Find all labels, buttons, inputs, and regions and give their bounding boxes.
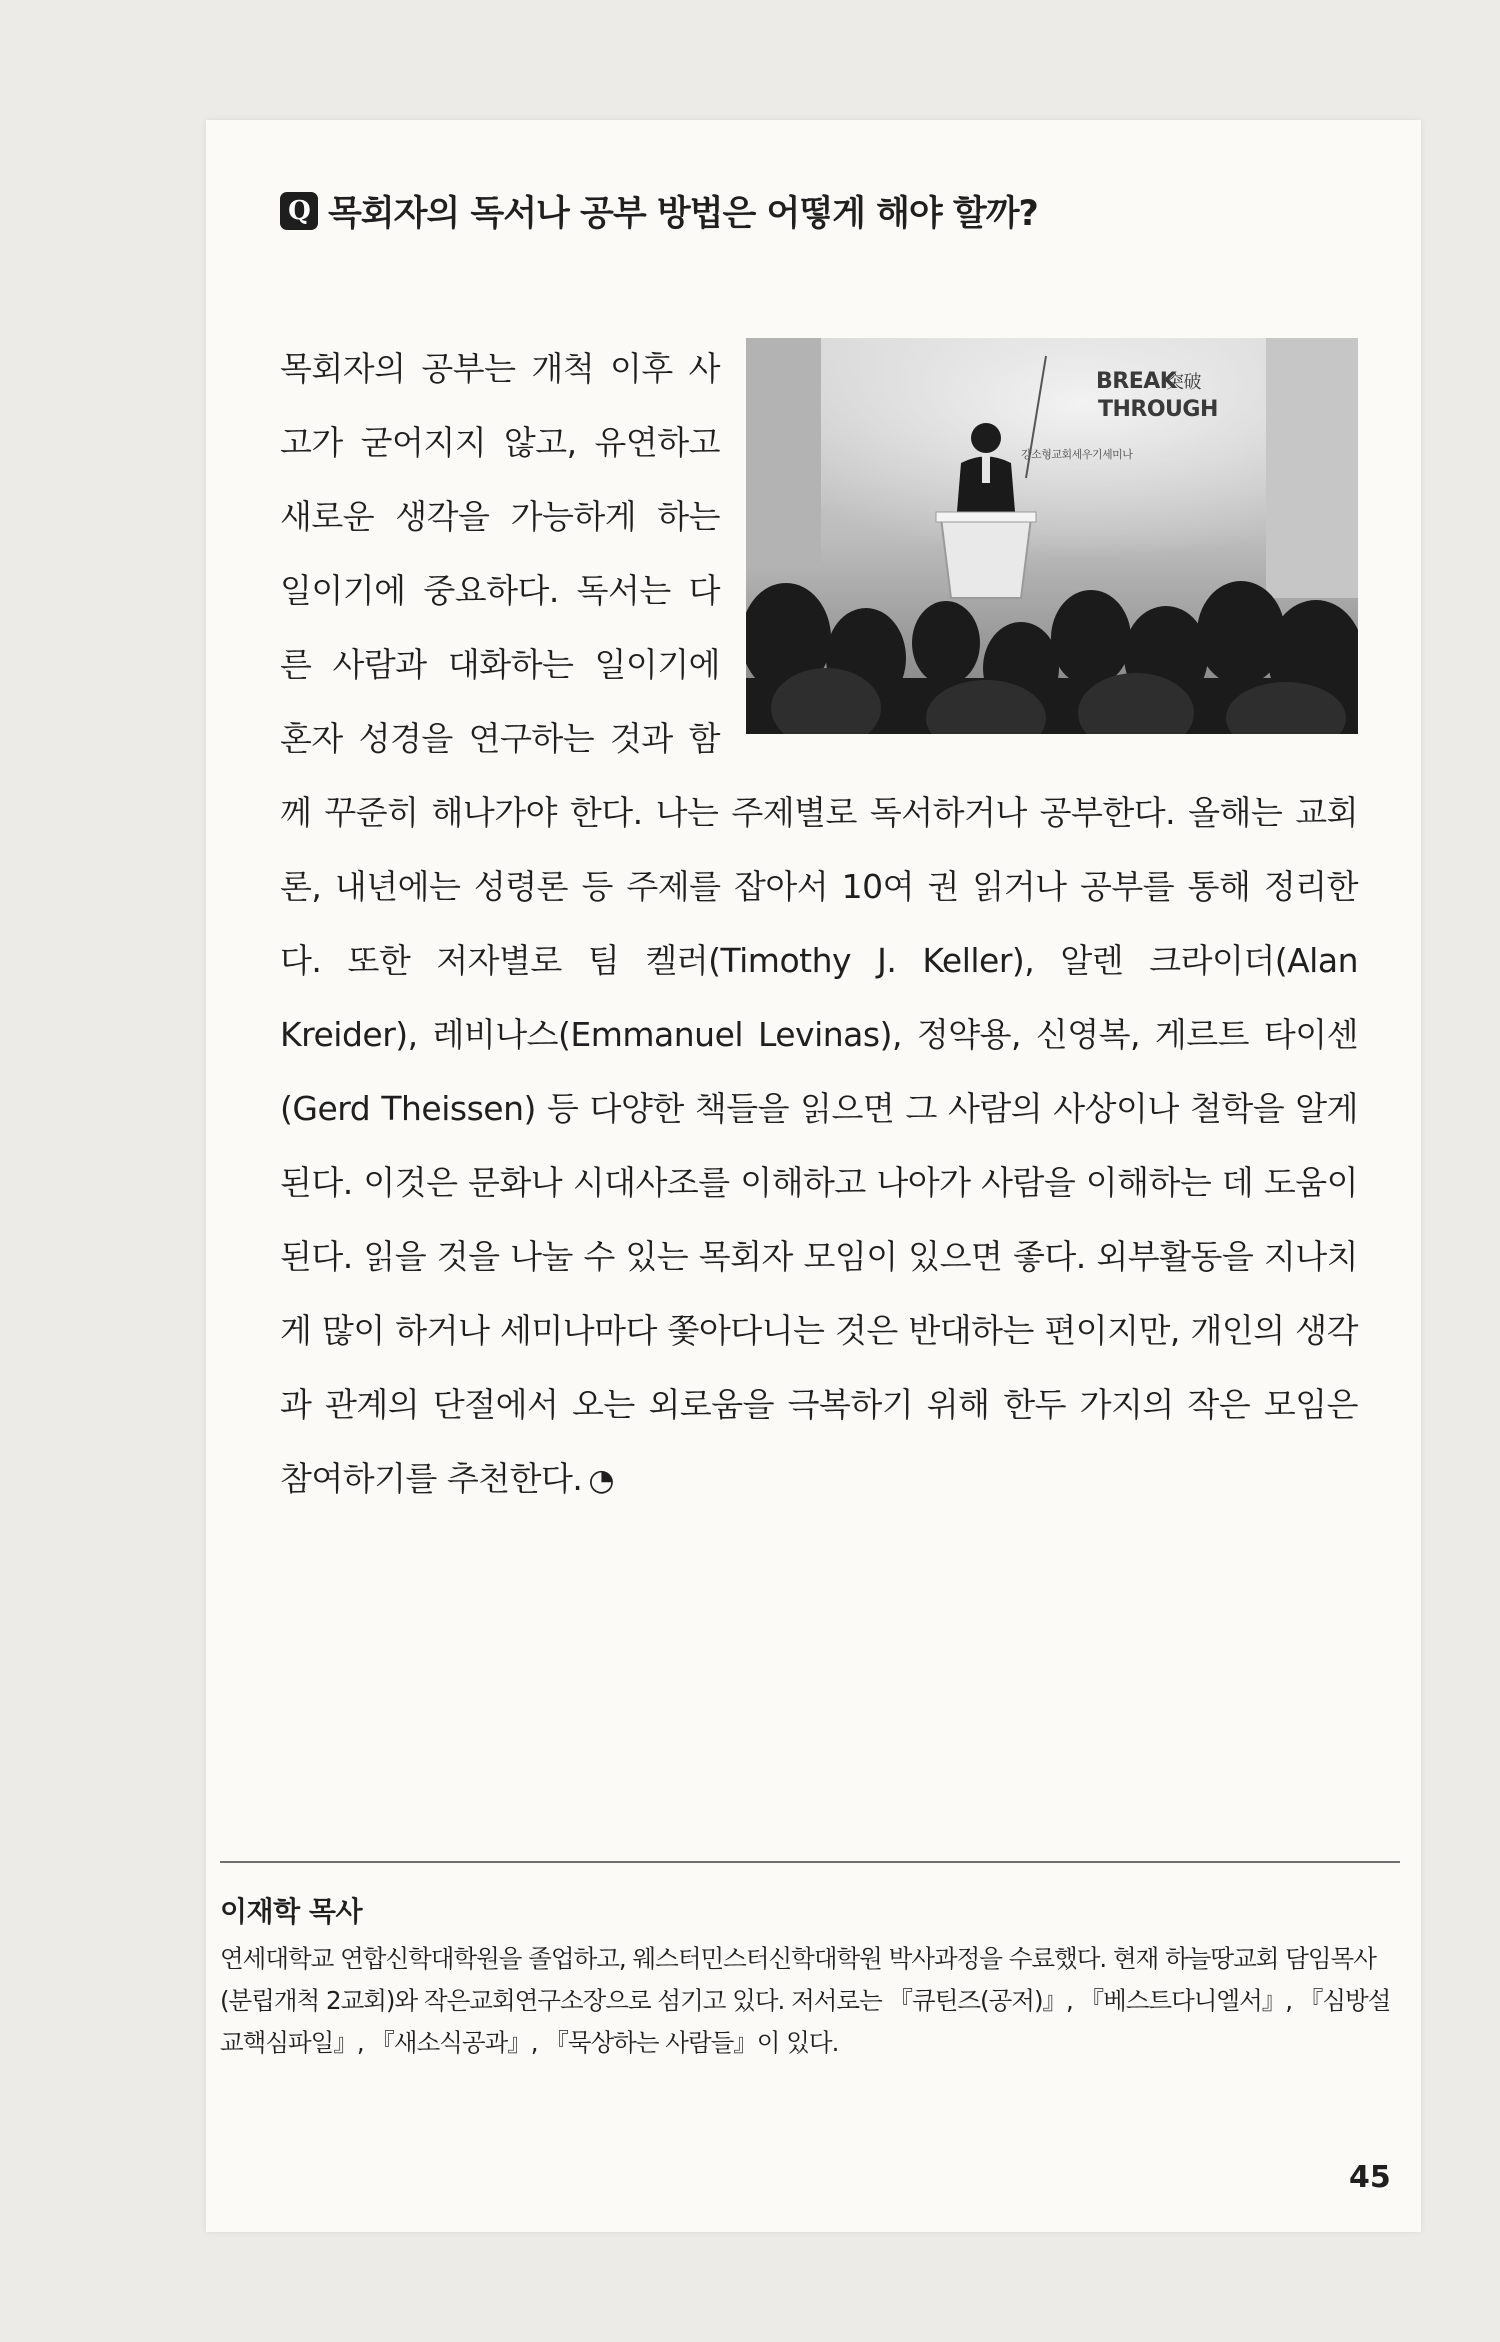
page-number: 45 [1349, 2160, 1391, 2195]
sign-cjk: 突破 [1166, 372, 1201, 393]
seminar-photo [746, 338, 1358, 734]
answer-body [280, 332, 1358, 1518]
book-page [206, 120, 1421, 2232]
question-title: 목회자의 독서나 공부 방법은 어떻게 해야 할까? [328, 194, 1038, 234]
end-mark-icon: ◔ [588, 1463, 615, 1498]
sign-main: BREAK [1096, 369, 1177, 394]
section-divider [220, 1861, 1400, 1863]
sign-main-2: THROUGH [1098, 397, 1218, 422]
question-heading [280, 186, 1038, 236]
answer-text: 목회자의 공부는 개척 이후 사고가 굳어지지 않고, 유연하고 새로운 생각을 가능하게 하는 일이기에 중요하다. 독서는 다른 사람과 대화하는 일이기에 혼자 성경을 연구하는 것과 함께 꾸준히 해나가야 한다. 나는 주제별로 독서하거나 공부한다. 올해는 교회론, 내년에는 성령론 등 주제를 잡아서 10여 권 읽거나 공부를 통해 정리한다. 또한 저자별로 팀 켈러(Timothy J. Keller), 알렌 크라이더(Alan Kreider), 레비나스(Emmanuel Levinas), 정약용, 신영복, 게르트 타이센(Gerd Theissen) 등 다양한 책들을 읽으면 그 사람의 사상이나 철학을 알게 된다. 이것은 문화나 시대사조를 이해하고 나아가 사람을 이해하는 데 도움이 된다. 읽을 것을 나눌 수 있는 목회자 모임이 있으면 좋다. 외부활동을 지나치게 많이 하거나 세미나마다 쫓아다니는 것은 반대하는 편이지만, 개인의 생각과 관계의 단절에서 오는 외로움을 극복하기 위해 한두 가지의 작은 모임은 참여하기를 추천한다. [280, 349, 1358, 1498]
author-bio: 연세대학교 연합신학대학원을 졸업하고, 웨스터민스터신학대학원 박사과정을 수료했다. 현재 하늘땅교회 담임목사(분립개척 2교회)와 작은교회연구소장으로 섬기고 있다. 저서로는 『큐틴즈(공저)』, 『베스트다니엘서』, 『심방설교핵심파일』, 『새소식공과』, 『묵상하는 사람들』이 있다. [220, 1944, 1391, 2057]
author-name: 이재학 목사 [220, 1895, 362, 1928]
q-badge-icon: Q [280, 192, 318, 230]
sign-sub: 강소형교회세우기세미나 [1021, 448, 1133, 461]
